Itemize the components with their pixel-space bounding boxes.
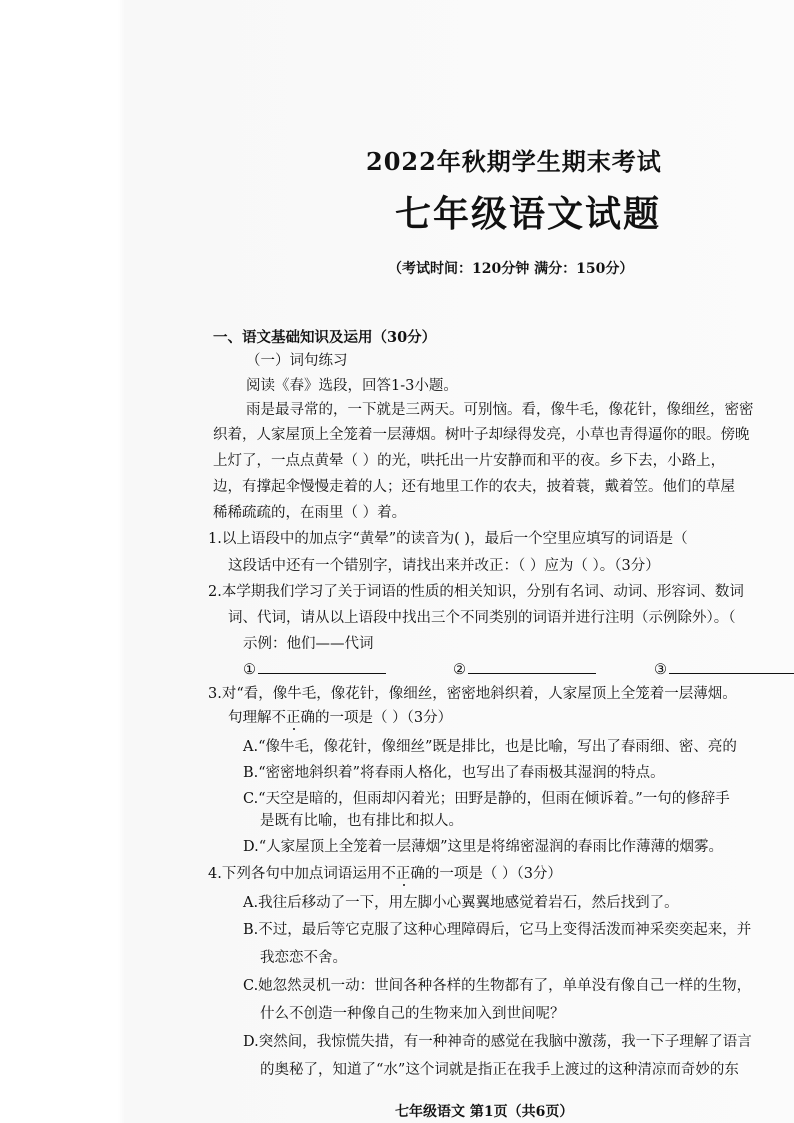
question-4-option-a: A.我往后移动了一下，用左脚小心翼翼地感觉着岩石，然后找到了。	[243, 895, 679, 911]
answer-blank-1[interactable]	[243, 659, 386, 680]
question-3-option-d: D.“人家屋顶上全笼着一层薄烟”这里是将绵密湿润的春雨比作薄薄的烟雾。	[243, 839, 724, 855]
passage-line: 稀稀疏疏的，在雨里（ ）着。	[213, 505, 407, 521]
exam-title: 2022年秋期学生期末考试	[366, 147, 662, 176]
question-3-option-a: A.“像牛毛，像花针，像细丝”既是排比，也是比喻，写出了春雨细、密、亮的	[243, 739, 737, 755]
question-4-option-d: 的奥秘了，知道了“水”这个词就是指正在我手上渡过的这种清凉而奇妙的东	[260, 1062, 739, 1078]
sub-heading: （一）词句练习	[246, 353, 348, 369]
question-1-line: 这段话中还有一个错别字，请找出来并改正：（ ）应为（ ）。（3分）	[228, 558, 660, 574]
passage-line: 雨是最寻常的，一下就是三两天。可别恼。看，像牛毛，像花针，像细丝，密密	[246, 402, 754, 418]
subject-title: 七年级语文试题	[395, 193, 662, 235]
blank-line	[669, 659, 794, 674]
question-4-line	[208, 864, 562, 884]
blank-marker: ③	[654, 662, 667, 678]
passage-line: 边，有撑起伞慢慢走着的人；还有地里工作的农夫，披着蓑，戴着笠。他们的草屋	[213, 479, 735, 495]
reading-intro: 阅读《春》选段，回答1-3小题。	[246, 378, 458, 394]
question-4-option-b: B.不过，最后等它克服了这种心理障碍后，它马上变得活泼而神采奕奕起来，并	[243, 922, 752, 938]
question-text: 的一项是（ ）（3分）	[424, 866, 562, 882]
emphasis-text: 不正确	[271, 710, 315, 726]
question-3-option-c: 是既有比喻，也有排比和拟人。	[260, 813, 463, 829]
question-2-example: 示例：他们——代词	[243, 636, 374, 652]
question-3-option-c: C.“天空是暗的，但雨却闪着光；田野是静的，但雨在倾诉着。”一句的修辞手	[243, 791, 730, 807]
question-3-line: 3.对“看，像牛毛，像花针，像细丝，密密地斜织着，人家屋顶上全笼着一层薄烟。	[208, 686, 737, 702]
passage-line: 上灯了，一点点黄晕（ ）的光，哄托出一片安静而和平的夜。乡下去，小路上，	[213, 453, 726, 469]
blank-line	[468, 659, 596, 674]
question-text: 句理解	[228, 710, 272, 726]
question-3-line	[228, 708, 452, 728]
page-footer: 七年级语文 第1页（共6页）	[395, 1104, 574, 1120]
question-4-option-d: D.突然间，我惊慌失措，有一种神奇的感觉在我脑中激荡，我一下子理解了语言	[243, 1034, 752, 1050]
question-4-option-c: 什么不创造一种像自己的生物来加入到世间呢？	[260, 1006, 565, 1022]
answer-blank-2[interactable]	[453, 659, 596, 680]
section-heading: 一、语文基础知识及运用（30分）	[213, 329, 437, 346]
answer-blank-3[interactable]	[654, 659, 794, 680]
question-2-line: 词、代词，请从以上语段中找出三个不同类别的词语并进行注明（示例除外）。（	[228, 610, 736, 626]
question-4-option-b: 我恋恋不舍。	[260, 950, 347, 966]
question-text: 的一项是（ ）（3分）	[315, 710, 453, 726]
blank-line	[258, 659, 386, 674]
emphasis-text: 不正确	[381, 866, 425, 882]
exam-info: （考试时间：120分钟 满分：150分）	[388, 261, 634, 277]
question-3-option-b: B.“密密地斜织着”将春雨人格化，也写出了春雨极其湿润的特点。	[243, 765, 665, 781]
blank-marker: ②	[453, 662, 466, 678]
blank-marker: ①	[243, 662, 256, 678]
question-4-option-c: C.她忽然灵机一动：世间各种各样的生物都有了，单单没有像自己一样的生物，	[243, 978, 752, 994]
question-2-line: 2.本学期我们学习了关于词语的性质的相关知识，分别有名词、动词、形容词、数词	[208, 584, 744, 600]
question-1-line: 1.以上语段中的加点字“黄晕”的读音为( )，最后一个空里应填写的词语是（	[208, 531, 688, 547]
question-text: 4.下列各句中加点词语运用	[208, 866, 382, 882]
passage-line: 织着，人家屋顶上全笼着一层薄烟。树叶子却绿得发亮，小草也青得逼你的眼。傍晚	[213, 427, 750, 443]
